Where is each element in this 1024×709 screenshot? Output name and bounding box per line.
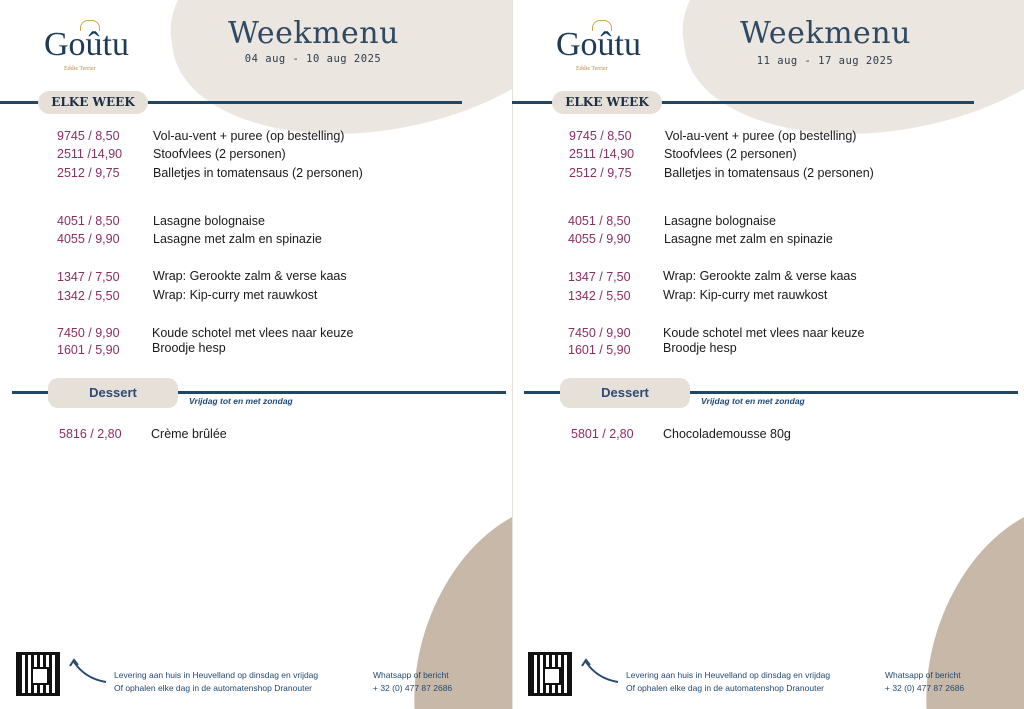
delivery-line-2: Of ophalen elke dag in de automatenshop Dranouter — [626, 683, 824, 693]
section-label-dessert: Dessert — [48, 378, 178, 408]
item-name: Vol-au-vent + puree (op bestelling) — [153, 129, 345, 143]
dessert-code: 5801 / 2,80 — [571, 427, 634, 441]
item-name: Koude schotel met vlees naar keuze — [152, 326, 354, 340]
item-code: 4055 / 9,90 — [57, 232, 120, 246]
contact-line-1: Whatsapp of bericht — [373, 670, 449, 680]
item-name: Lasagne met zalm en spinazie — [153, 232, 322, 246]
item-name: Lasagne bolognaise — [153, 214, 265, 228]
delivery-line-1: Levering aan huis in Heuvelland op dinsdag en vrijdag — [626, 670, 831, 680]
section-label-weekly: ELKE WEEK — [552, 91, 662, 114]
curved-arrow-icon — [66, 658, 108, 684]
dessert-code: 5816 / 2,80 — [59, 427, 122, 441]
delivery-line-1: Levering aan huis in Heuvelland op dinsdag en vrijdag — [114, 670, 319, 680]
brand-logo — [40, 20, 140, 76]
item-name: Broodje hesp — [663, 341, 737, 355]
item-name: Koude schotel met vlees naar keuze — [663, 326, 865, 340]
brand-subtitle: Eddie Terrier — [64, 66, 96, 72]
item-name: Lasagne met zalm en spinazie — [664, 232, 833, 246]
section-label-dessert: Dessert — [560, 378, 690, 408]
dessert-availability-note: Vrijdag tot en met zondag — [189, 396, 293, 406]
contact-info — [885, 669, 964, 695]
menu-page-week-2 — [512, 0, 1024, 709]
item-name: Balletjes in tomatensaus (2 personen) — [664, 166, 874, 180]
item-name: Lasagne bolognaise — [664, 214, 776, 228]
dessert-availability-note: Vrijdag tot en met zondag — [701, 396, 805, 406]
section-label-weekly: ELKE WEEK — [38, 91, 148, 114]
contact-info — [373, 669, 452, 695]
contact-phone: + 32 (0) 477 87 2686 — [885, 683, 965, 693]
item-code: 4051 / 8,50 — [568, 214, 631, 228]
item-code: 1347 / 7,50 — [57, 270, 120, 284]
dessert-name: Chocolademousse 80g — [663, 427, 791, 441]
item-code: 7450 / 9,90 — [568, 326, 631, 340]
contact-phone: + 32 (0) 477 87 2686 — [373, 683, 453, 693]
brand-subtitle: Eddie Terrier — [576, 66, 608, 72]
item-code: 7450 / 9,90 — [57, 326, 120, 340]
qr-code-icon — [528, 652, 572, 696]
curved-arrow-icon — [578, 658, 620, 684]
item-name: Balletjes in tomatensaus (2 personen) — [153, 166, 363, 180]
item-code: 1347 / 7,50 — [568, 270, 631, 284]
item-code: 9745 / 8,50 — [57, 129, 120, 143]
delivery-info — [626, 669, 830, 695]
item-name: Stoofvlees (2 personen) — [664, 147, 797, 161]
contact-line-1: Whatsapp of bericht — [885, 670, 961, 680]
item-code: 2511 /14,90 — [569, 147, 635, 161]
item-code: 4055 / 9,90 — [568, 232, 631, 246]
qr-code-icon — [16, 652, 60, 696]
item-code: 1342 / 5,50 — [57, 289, 120, 303]
item-code: 2511 /14,90 — [57, 147, 123, 161]
brand-logo — [552, 20, 652, 76]
item-code: 1601 / 5,90 — [568, 343, 631, 357]
dessert-name: Crème brûlée — [151, 427, 227, 441]
item-code: 2512 / 9,75 — [57, 166, 120, 180]
date-range: 11 aug - 17 aug 2025 — [756, 55, 894, 67]
item-code: 9745 / 8,50 — [569, 129, 632, 143]
item-name: Wrap: Kip-curry met rauwkost — [663, 288, 828, 302]
item-code: 1342 / 5,50 — [568, 289, 631, 303]
delivery-info — [114, 669, 318, 695]
page-title: Weekmenu — [228, 16, 399, 51]
item-name: Broodje hesp — [152, 341, 226, 355]
item-name: Wrap: Gerookte zalm & verse kaas — [153, 269, 347, 283]
item-code: 2512 / 9,75 — [569, 166, 632, 180]
item-name: Wrap: Gerookte zalm & verse kaas — [663, 269, 857, 283]
item-name: Vol-au-vent + puree (op bestelling) — [665, 129, 857, 143]
item-code: 4051 / 8,50 — [57, 214, 120, 228]
delivery-line-2: Of ophalen elke dag in de automatenshop Dranouter — [114, 683, 312, 693]
item-name: Stoofvlees (2 personen) — [153, 147, 286, 161]
brand-name: Goûtu — [556, 26, 641, 63]
item-code: 1601 / 5,90 — [57, 343, 120, 357]
page-title: Weekmenu — [740, 16, 911, 51]
date-range: 04 aug - 10 aug 2025 — [244, 53, 382, 65]
item-name: Wrap: Kip-curry met rauwkost — [153, 288, 318, 302]
brand-name: Goûtu — [44, 26, 129, 63]
